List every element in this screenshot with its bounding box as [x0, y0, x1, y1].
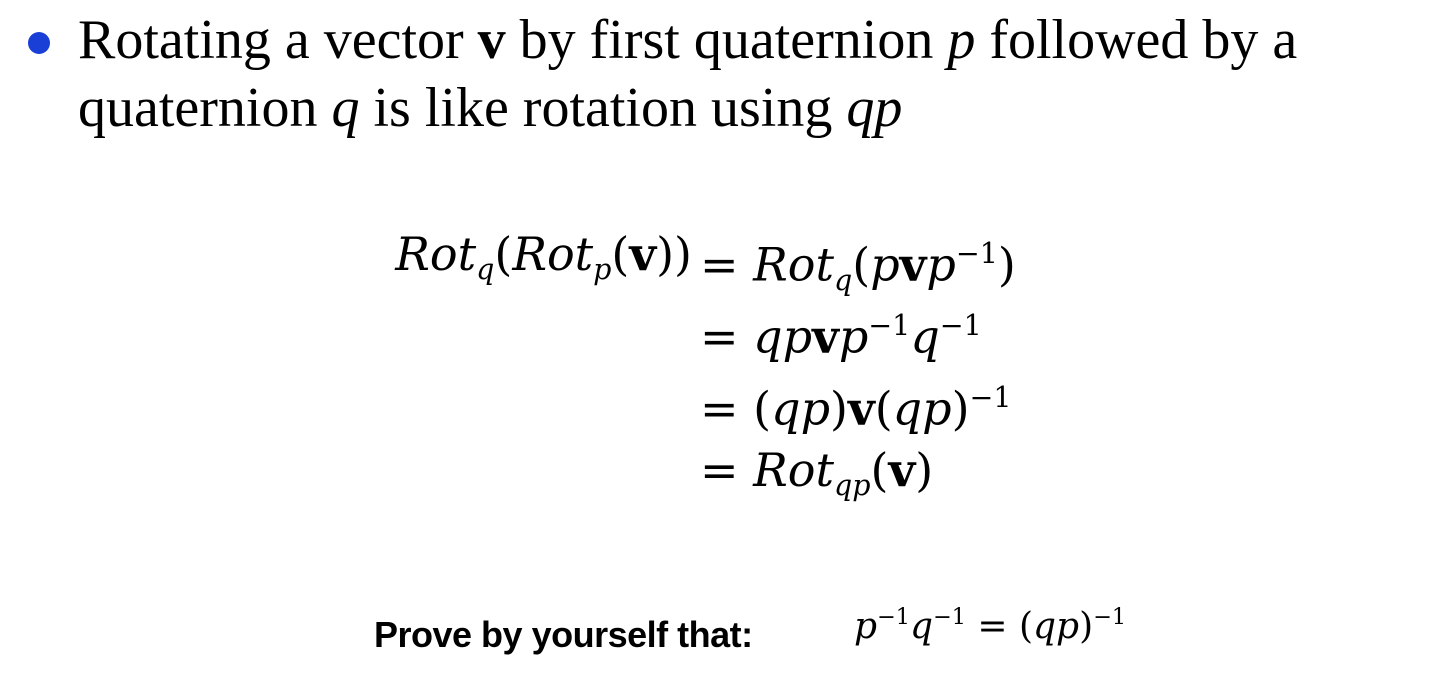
- bullet-text: [78, 6, 1418, 142]
- rot-term: Rot: [753, 443, 834, 497]
- paren: ): [997, 237, 1016, 292]
- superscript: −1: [877, 604, 910, 630]
- bullet-line-1: [78, 6, 1418, 74]
- paren: (: [870, 443, 889, 497]
- subscript: q: [834, 263, 853, 297]
- quaternion-p: p: [870, 237, 900, 292]
- rot-term: Rot: [395, 227, 477, 281]
- paren: )): [656, 227, 692, 281]
- equals-sign: =: [700, 237, 739, 292]
- quaternion-qp: qp: [771, 381, 831, 436]
- equation-block: [0, 218, 1454, 506]
- quaternion-qp: qp: [753, 309, 813, 364]
- paren: ): [1079, 605, 1094, 647]
- exercise-label: Prove by yourself that:: [374, 614, 753, 655]
- quaternion-p: p: [926, 237, 956, 292]
- quaternion-qp: qp: [846, 77, 903, 139]
- equation-rhs: [700, 290, 982, 373]
- paren: (: [1018, 605, 1034, 647]
- equals-sign: =: [700, 443, 739, 497]
- text-segment: Rotating a vector: [78, 9, 478, 71]
- quaternion-qp: qp: [892, 381, 952, 436]
- paren: ): [951, 381, 970, 436]
- superscript: −1: [868, 309, 911, 342]
- vector-v: v: [477, 9, 506, 71]
- bullet-dot-icon: [28, 32, 50, 54]
- rot-term: Rot: [512, 227, 594, 281]
- equation-row-3: [0, 362, 1454, 434]
- paren: (: [852, 237, 871, 292]
- equation-row-4: [0, 434, 1454, 506]
- equation-rhs: [700, 362, 1012, 445]
- quaternion-qp: qp: [1033, 605, 1080, 647]
- subscript: qp: [834, 469, 871, 503]
- subscript: p: [593, 253, 612, 287]
- equation-rhs: [700, 434, 933, 522]
- superscript: −1: [939, 309, 982, 342]
- equation-row-1: [0, 218, 1454, 297]
- exercise-equation: [854, 604, 1126, 647]
- superscript: −1: [1093, 604, 1127, 630]
- vector-v: v: [812, 309, 839, 364]
- vector-v: v: [847, 381, 875, 436]
- equation-row-2: [0, 290, 1454, 362]
- paren: ): [915, 443, 934, 497]
- paren: (: [753, 381, 772, 436]
- superscript: −1: [969, 381, 1012, 414]
- quaternion-p: p: [947, 9, 976, 71]
- text-segment: is like rotation using: [359, 77, 847, 139]
- text-segment: quaternion: [78, 77, 332, 139]
- paren: (: [494, 227, 513, 281]
- quaternion-q: q: [909, 605, 933, 647]
- paren: (: [611, 227, 630, 281]
- bullet-line-2: [78, 74, 1418, 142]
- quaternion-p: p: [854, 605, 878, 647]
- rot-term: Rot: [753, 237, 834, 292]
- text-segment: by first quaternion: [505, 9, 948, 71]
- text-segment: followed by a: [975, 9, 1298, 71]
- quaternion-p: p: [838, 309, 869, 364]
- superscript: −1: [955, 237, 998, 270]
- equals-sign: =: [700, 381, 739, 436]
- vector-v: v: [629, 227, 657, 281]
- equals-sign: =: [700, 309, 739, 364]
- superscript: −1: [933, 604, 966, 630]
- quaternion-q: q: [910, 309, 940, 364]
- equals-sign: =: [965, 605, 1019, 647]
- paren: ): [830, 381, 848, 436]
- paren: (: [874, 381, 893, 436]
- subscript: q: [476, 253, 495, 287]
- vector-v: v: [888, 443, 916, 497]
- quaternion-q: q: [331, 77, 360, 139]
- vector-v: v: [899, 237, 927, 292]
